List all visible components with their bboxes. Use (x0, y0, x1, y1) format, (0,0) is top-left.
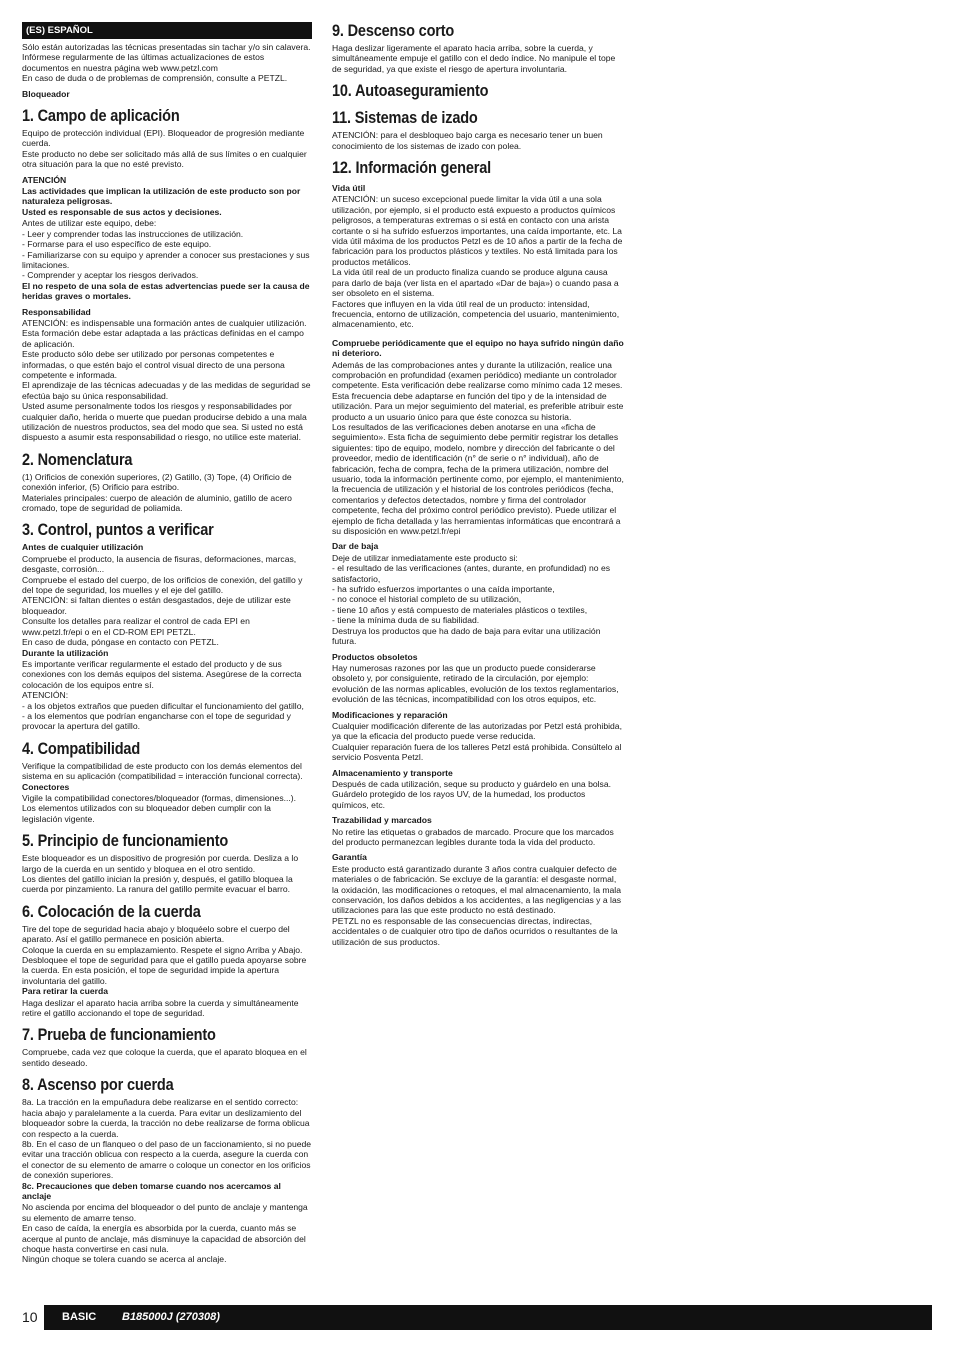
footer-product-name: BASIC (62, 1311, 97, 1323)
section-5-title: 5. Principio de funcionamiento (22, 832, 229, 851)
language-header: (ES) ESPAÑOL (22, 22, 312, 39)
periodic-check-text: Además de las comprobaciones antes y durante la utilización, realice una comprobación en profundidad (examen periódico) mediante un controlador competente. Esta verificación debe realizarse como mínimo cada 12 meses. Esta frecuencia debe adaptarse en función del tipo y de la intensidad de utilización. Para un mejor seguimiento del material, es preferible atribuir este producto a un usuario único para que éste conozca su historia. Los resultados de las verificaciones deben anotarse en una «ficha de seguimiento». Esta ficha de seguimiento debe permitir registrar los detalles siguientes: tipo de equipo, modelo, nombre y dirección del fabricante o del proveedor, medio de identificación (n° de serie o n° individual), año de fabricación, fecha de compra, fecha de la primera utilización, nombre del usuario, toda la información pertinente como, por ejemplo, el mantenimiento, la frecuencia de utilización y el historial de los controles periódicos (fecha, comentarios y defectos detectados, nombre y firma del controlador competente, fecha del próximo control periódico previsto). Puede utilizar el ejemplo de ficha detallada y las herramientas informáticas que encontrará a su disposición en www.petzl.fr/epi (332, 359, 624, 537)
obsolete-label: Productos obsoletos (332, 651, 418, 662)
section-5-text: Este bloqueador es un dispositivo de progresión por cuerda. Desliza a lo largo de la cuerda en un sentido y bloquea en el otro sentido. Los dientes del gatillo inician la presión y, después, el gatillo bloquea la cuerda por pinzamiento. La ranura del gatillo permite evacuar el barro. (22, 853, 299, 895)
section-11-text: ATENCIÓN: para el desbloqueo bajo carga es necesario tener un buen conocimiento de los sistemas de izado con polea. (332, 130, 603, 151)
atencion-bold-text: Las actividades que implican la utilización de este producto son por naturaleza peligrosas. Usted es responsable de sus actos y decisiones. (22, 186, 301, 217)
modifications-label: Modificaciones y reparación (332, 709, 448, 720)
conectores-label: Conectores (22, 781, 70, 792)
section-10-title: 10. Autoaseguramiento (332, 82, 489, 101)
section-8-text: 8a. La tracción en la empuñadura debe realizarse en el sentido correcto: hacia abajo y paralelamente a la cuerda. Para evitar un deslizamiento del bloqueador sobre la cuerda, la tracción no debe realizarse de forma oblicua con respecto a la cuerda. 8b. En el caso de un flanqueo o del paso de un faccionamiento, si no puede evitar una tracción oblicua con respecto a la cuerda, asegure la cuerda con el conector de su elemento de amarre o coloque un conector en los orificios de conexión superiores. (22, 1097, 312, 1181)
responsabilidad-label: Responsabilidad (22, 306, 91, 317)
responsabilidad-text: ATENCIÓN: es indispensable una formación antes de cualquier utilización. Esta formación debe estar adaptada a las prácticas definidas en el campo de aplicación. Este producto sólo debe ser utilizado por personas competentes e informadas, o que estén bajo el control visual directo de una persona competente e informada. El aprendizaje de las técnicas adecuadas y de las medidas de seguridad se efectúa bajo su única responsabilidad. Usted asume personalmente todos los riesgos y responsabilidades por cualquier daño, herida o muerte que puedan producirse debido a una mala utilización de nuestros productos, sea del modo que sea. Si usted no está dispuesto a asumir esta responsabilidad o riesgo, no utilice este material. (22, 317, 311, 443)
during-use-label: Durante la utilización (22, 647, 109, 658)
section-3-title: 3. Control, puntos a verificar (22, 521, 214, 540)
atencion-bold-warning: El no respeto de una sola de estas advertencias puede ser la causa de heridas graves o mortales. (22, 280, 310, 302)
remove-rope-label: Para retirar la cuerda (22, 986, 108, 997)
left-column (22, 22, 312, 1265)
section-7-title: 7. Prueba de funcionamiento (22, 1026, 216, 1045)
product-label: Bloqueador (22, 88, 70, 99)
page-footer (22, 1305, 932, 1330)
periodic-check-label: Compruebe periódicamente que el equipo no haya sufrido ningún daño ni deterioro. (332, 337, 624, 359)
during-use-text: Es importante verificar regularmente el estado del producto y de sus conexiones con los demás equipos del sistema. Asegúrese de la correcta colocación de los equipos entre sí. ATENCIÓN: - a los objetos extraños que pueden dificultar el funcionamiento del gatillo, - a los elementos que podrían engancharse con el tope de seguridad y provocar la apertura del gatillo. (22, 658, 304, 732)
remove-rope-text: Haga deslizar el aparato hacia arriba sobre la cuerda y simultáneamente retire el gatillo accionando el tope de seguridad. (22, 997, 299, 1019)
modifications-text: Cualquier modificación diferente de las autorizadas por Petzl está prohibida, ya que la eficacia del producto puede verse reducida. Cualquier reparación fuera de los talleres Petzl está prohibida. Consúltelo al servicio Posventa Petzl. (332, 720, 622, 763)
section-8c-label: 8c. Precauciones que deben tomarse cuando nos acercamos al anclaje (22, 1180, 281, 1201)
section-2-text: (1) Orificios de conexión superiores, (2) Gatillo, (3) Tope, (4) Orificio de conexión inferior, (5) Orificio para estribo. Materiales principales: cuerpo de aleación de aluminio, gatillo de acero cromado, tope de seguridad de poliamida. (22, 471, 292, 514)
section-6-text: Tire del tope de seguridad hacia abajo y bloquéelo sobre el cuerpo del aparato. Así el gatillo permanece en posición abierta. Coloque la cuerda en su emplazamiento. Respete el signo Arriba y Abajo. Desbloquee el tope de seguridad para que el gatillo pueda apoyarse sobre la cuerda. En esta posición, el tope de seguridad impide la apertura involuntaria del gatillo. (22, 923, 307, 986)
section-1-title: 1. Campo de aplicación (22, 107, 180, 126)
section-6-title: 6. Colocación de la cuerda (22, 902, 201, 921)
section-11-title: 11. Sistemas de izado (332, 109, 478, 128)
section-1-text: Equipo de protección individual (EPI). Bloqueador de progresión mediante cuerda. Este producto no debe ser solicitado más allá de sus límites o en cualquier otra situación para la que no esté previsto. (22, 128, 307, 170)
traceability-text: No retire las etiquetas o grabados de marcado. Procure que los marcados del producto permanezcan legibles durante toda la vida del producto. (332, 826, 614, 847)
before-use-label: Antes de cualquier utilización (22, 542, 144, 553)
traceability-label: Trazabilidad y marcados (332, 815, 432, 826)
retire-text: Deje de utilizar inmediatamente este producto si: - el resultado de las verificaciones (antes, durante, en profundidad) no es satisfactorio, - ha sufrido esfuerzos importantes o una caída importante, - no conoce el historial completo de su utilización, - tiene 10 años y está compuesto de materiales plásticos o textiles, - tiene la mínima duda de su fiabilidad. Destruya los productos que ha dado de baja para evitar una utilización futura. (332, 552, 611, 647)
warranty-label: Garantía (332, 852, 367, 863)
section-4-title: 4. Compatibilidad (22, 739, 141, 758)
warranty-text: Este producto está garantizado durante 3 años contra cualquier defecto de materiales o de fabricación. Se excluye de la garantía: el desgaste normal, la oxidación, las modificaciones o retoques, el mal almacenamiento, la mala conservación, los daños debidos a los accidentes, a las negligencias y a las utilizaciones para las que este producto no está destinado. PETZL no es responsable de las consecuencias directas, indirectas, accidentales o de cualquier otro tipo de daños ocurridos o resultantes de la utilización de sus productos. (332, 863, 622, 947)
footer-document-code: B185000J (270308) (122, 1311, 220, 1323)
section-7-text: Compruebe, cada vez que coloque la cuerda, que el aparato bloquea en el sentido deseado. (22, 1047, 307, 1068)
section-9-text: Haga deslizar ligeramente el aparato hacia arriba, sobre la cuerda, y simultáneamente empuje el gatillo con el dedo índice. No manipule el tope de seguridad, ya que existe el riesgo de apertura involuntaria. (332, 43, 616, 74)
section-8c-text: No ascienda por encima del bloqueador o del punto de anclaje y mantenga su elemento de amarre tenso. En caso de caída, la energía es absorbida por la cuerda, cuanto más se acerque al punto de anclaje, más disminuye la capacidad de absorción del choque hasta convertirse en casi nula. Ningún choque se tolera cuando se acerca al anclaje. (22, 1202, 308, 1265)
section-12-title: 12. Información general (332, 159, 491, 178)
storage-label: Almacenamiento y transporte (332, 767, 453, 778)
intro-text: Sólo están autorizadas las técnicas presentadas sin tachar y/o sin calavera. Infórmese regularmente de las últimas actualizaciones de estos documentos en nuestra página web www.petzl.com En caso de duda o de problemas de comprensión, consulte a PETZL. (22, 42, 311, 84)
vida-util-label: Vida útil (332, 183, 366, 194)
obsolete-text: Hay numerosas razones por las que un producto puede considerarse obsoleto y, por consiguiente, retirado de la circulación, por ejemplo: evolución de las normas aplicables, evolución de los textos reglamentarios, evolución de las técnicas, incompatibilidad con los otros equipos, etc. (332, 662, 619, 705)
atencion-text: Antes de utilizar este equipo, debe: - Leer y comprender todas las instrucciones de utilización. - Formarse para el uso específico de este equipo. - Familiarizarse con su equipo y aprender a conocer sus prestaciones y sus limitaciones. - Comprender y aceptar los riesgos derivados. (22, 218, 310, 281)
vida-util-text: ATENCIÓN: un suceso excepcional puede limitar la vida útil a una sola utilización, por ejemplo, si el producto está expuesto a productos químicos peligrosos, a temperaturas extremas o si está en contacto con una arista cortante o si ha sufrido esfuerzos importantes, una caída importante, etc. La vida útil máxima de los productos Petzl es de 10 años a partir de la fecha de fabricación para los productos plásticos y textiles. No está limitada para los productos metálicos. La vida útil real de un producto finaliza cuando se produce alguna causa para darlo de baja (ver lista en el apartado «Dar de baja») o cuando pasa a ser obsoleto en el sistema. Factores que influyen en la vida útil real de un producto: intensidad, frecuencia, entorno de utilización, competencia del usuario, mantenimiento, almacenamiento, etc. (332, 194, 623, 330)
before-use-text: Compruebe el producto, la ausencia de fisuras, deformaciones, marcas, desgaste, corrosión... Compruebe el estado del cuerpo, de los orificios de conexión, del gatillo y del tope de seguridad, los muelles y el eje del gatillo. ATENCIÓN: si faltan dientes o están desgastados, deje de utilizar este bloqueador. Consulte los detalles para realizar el control de cada EPI en www.petzl.fr/epi o en el CD-ROM EPI PETZL. En caso de duda, póngase en contacto con PETZL. (22, 553, 303, 648)
footer-bar (44, 1305, 932, 1330)
section-9-title: 9. Descenso corto (332, 22, 455, 40)
atencion-label: ATENCIÓN (22, 174, 67, 185)
page-number: 10 (22, 1309, 38, 1325)
storage-text: Después de cada utilización, seque su producto y guárdelo en una bolsa. Guárdelo protegido de los rayos UV, de la humedad, los productos químicos, etc. (332, 778, 612, 810)
conectores-text: Vigile la compatibilidad conectores/bloqueador (formas, dimensiones...). Los elementos utilizados con su bloqueador deben cumplir con la legislación vigente. (22, 792, 297, 824)
retire-label: Dar de baja (332, 541, 379, 552)
section-4-text: Verifique la compatibilidad de este producto con los demás elementos del sistema en su aplicación (compatibilidad = interacción funcional correcta). (22, 760, 303, 782)
right-column (332, 22, 624, 947)
section-8-title: 8. Ascenso por cuerda (22, 1076, 174, 1095)
section-2-title: 2. Nomenclatura (22, 450, 133, 469)
